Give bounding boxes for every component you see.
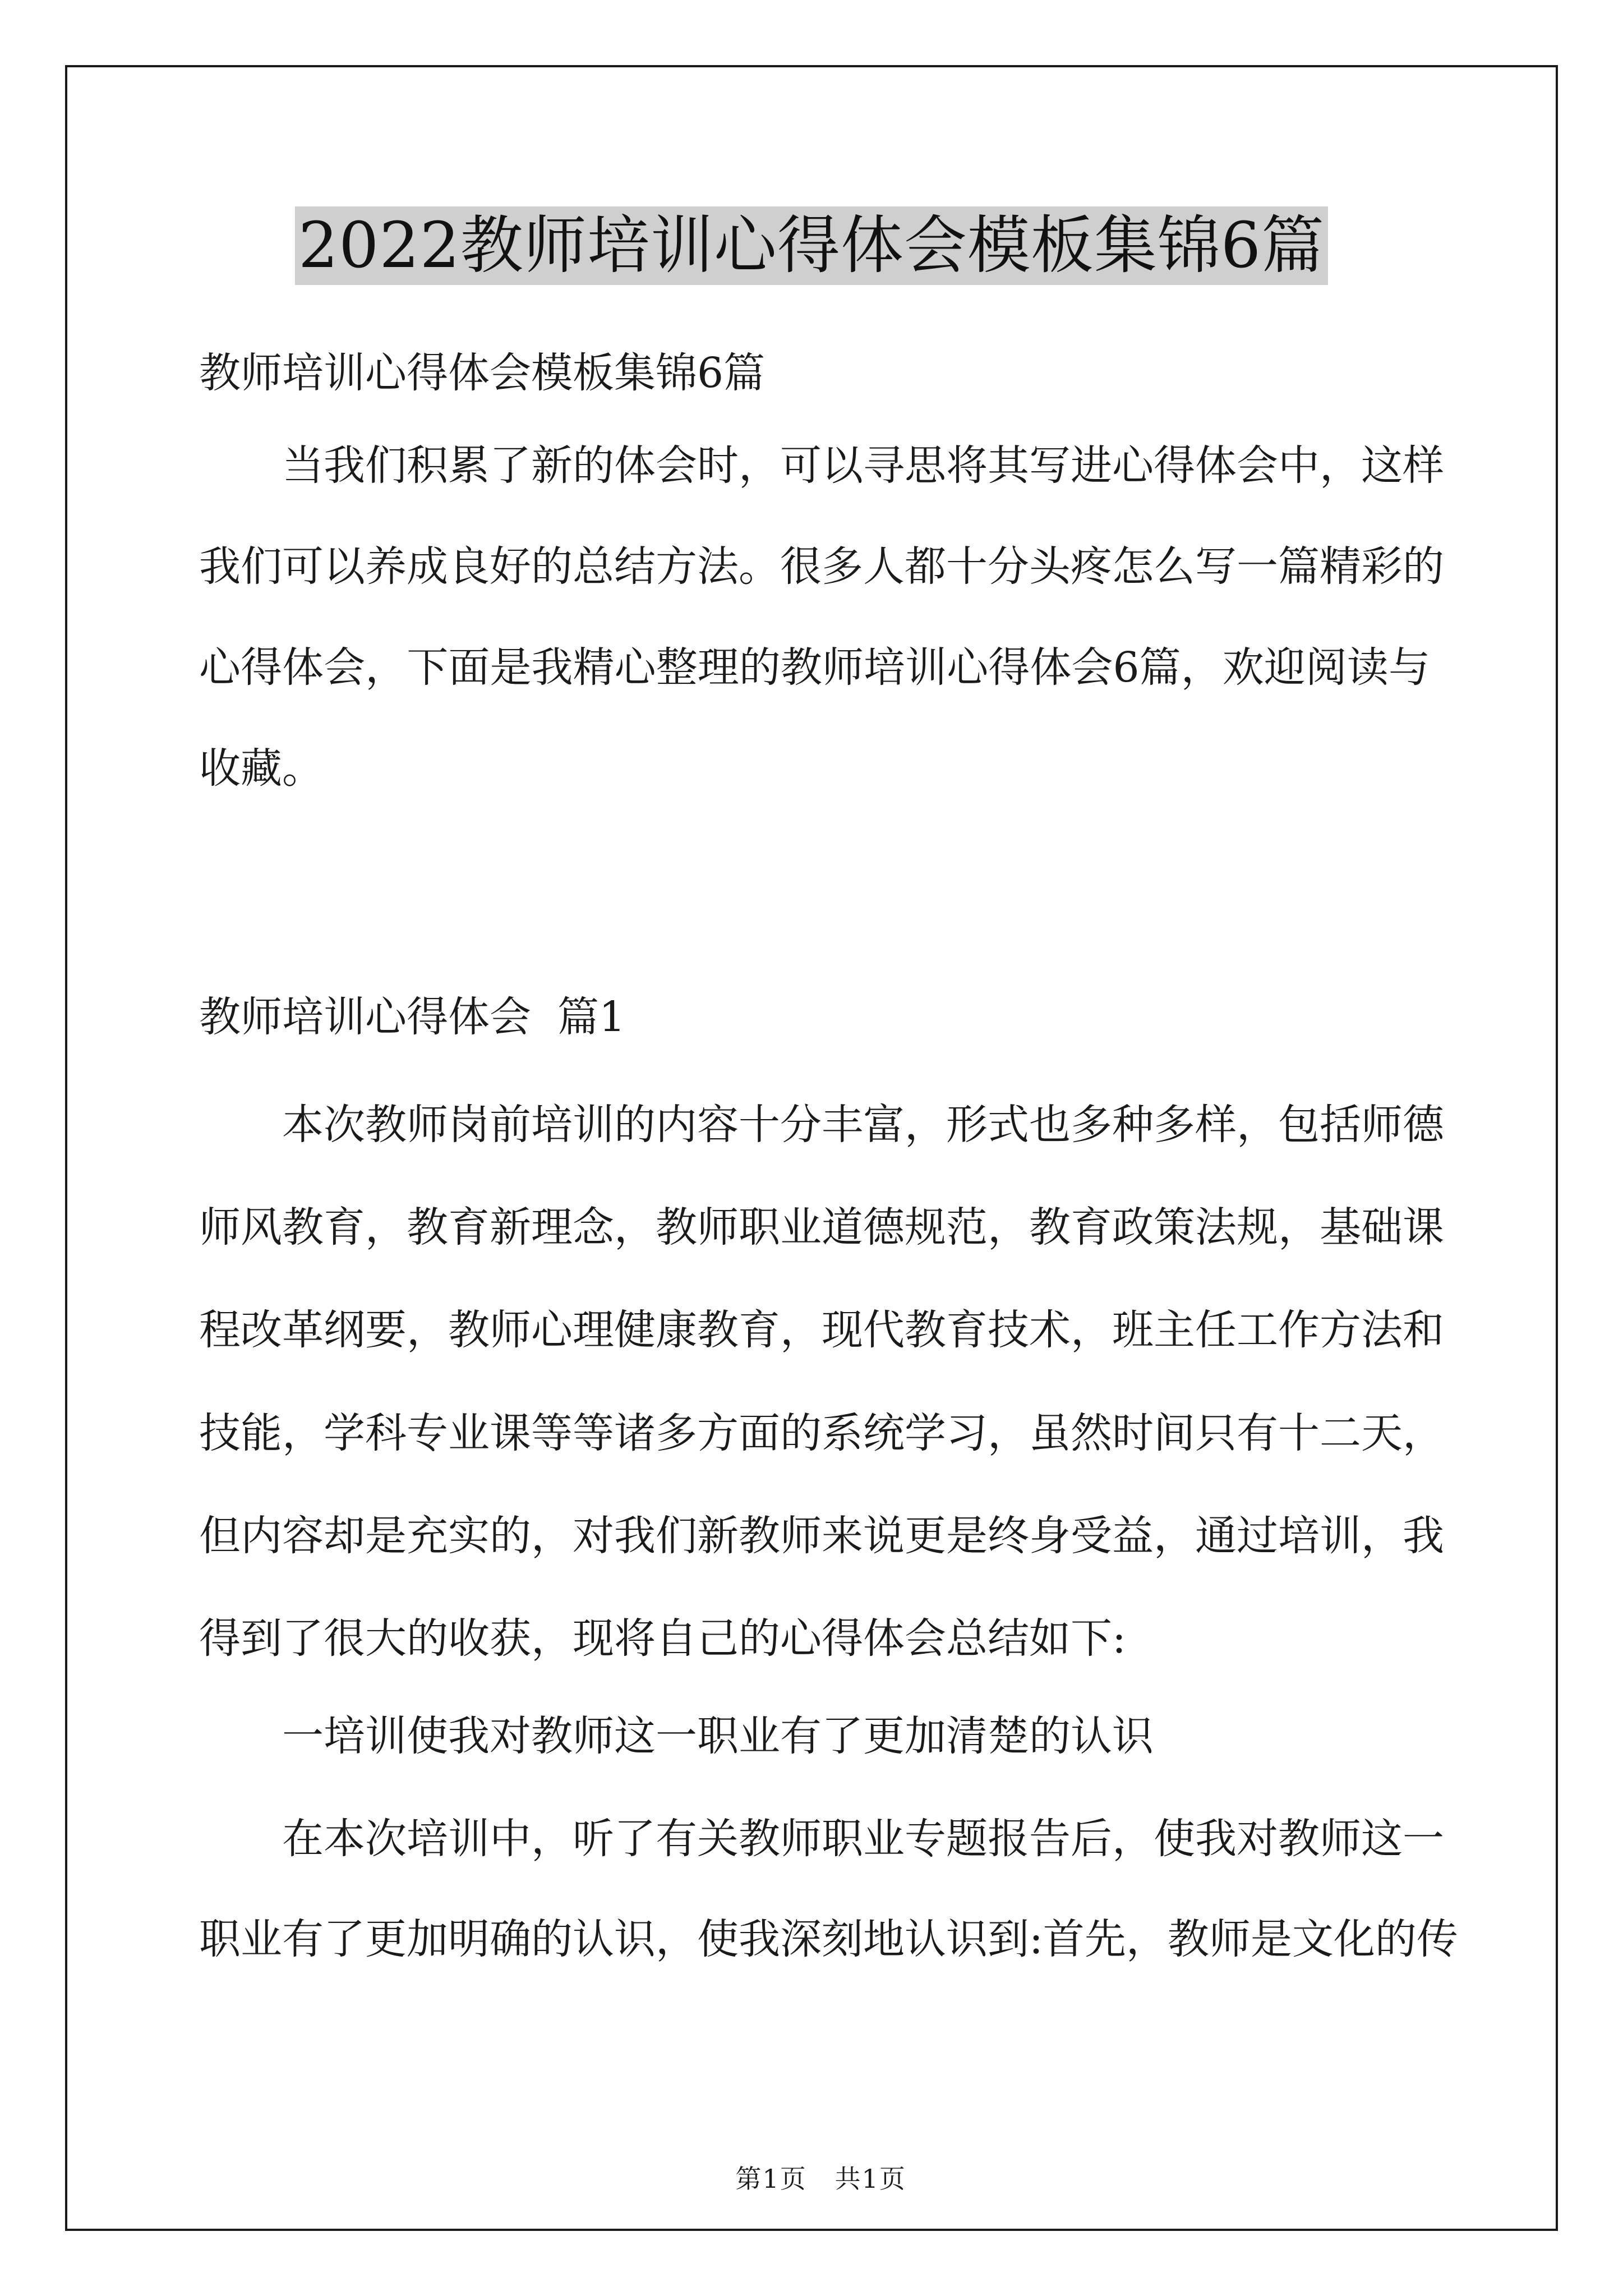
section-heading: 教师培训心得体会 篇1 <box>199 993 626 1041</box>
section-line: 得到了很大的收获，现将自己的心得体会总结如下: <box>199 1614 1126 1663</box>
point-heading: 一培训使我对教师这一职业有了更加清楚的认识 <box>282 1712 1154 1760</box>
intro-line: 我们可以养成良好的总结方法。很多人都十分头疼怎么写一篇精彩的 <box>199 542 1444 591</box>
document-subtitle: 教师培训心得体会模板集锦6篇 <box>199 349 766 397</box>
section-line: 技能，学科专业课等等诸多方面的系统学习，虽然时间只有十二天， <box>199 1409 1444 1457</box>
section-line: 本次教师岗前培训的内容十分丰富，形式也多种多样，包括师德 <box>282 1101 1444 1149</box>
section-line: 程改革纲要，教师心理健康教育，现代教育技术，班主任工作方法和 <box>199 1306 1444 1354</box>
intro-line: 当我们积累了新的体会时，可以寻思将其写进心得体会中，这样 <box>282 441 1444 490</box>
point-line: 职业有了更加明确的认识，使我深刻地认识到:首先，教师是文化的传 <box>199 1915 1458 1963</box>
document-title: 2022教师培训心得体会模板集锦6篇 <box>295 206 1328 285</box>
title-container <box>0 206 1623 285</box>
section-line: 师风教育，教育新理念，教师职业道德规范，教育政策法规，基础课 <box>199 1203 1444 1251</box>
section-line: 但内容却是充实的，对我们新教师来说更是终身受益，通过培训，我 <box>199 1512 1444 1560</box>
page-number: 第1页 共1页 <box>735 2164 906 2194</box>
point-line: 在本次培训中，听了有关教师职业专题报告后，使我对教师这一 <box>282 1815 1444 1863</box>
page-footer <box>0 2132 1623 2194</box>
intro-line: 收藏。 <box>199 744 324 793</box>
intro-line: 心得体会，下面是我精心整理的教师培训心得体会6篇，欢迎阅读与 <box>199 643 1430 692</box>
